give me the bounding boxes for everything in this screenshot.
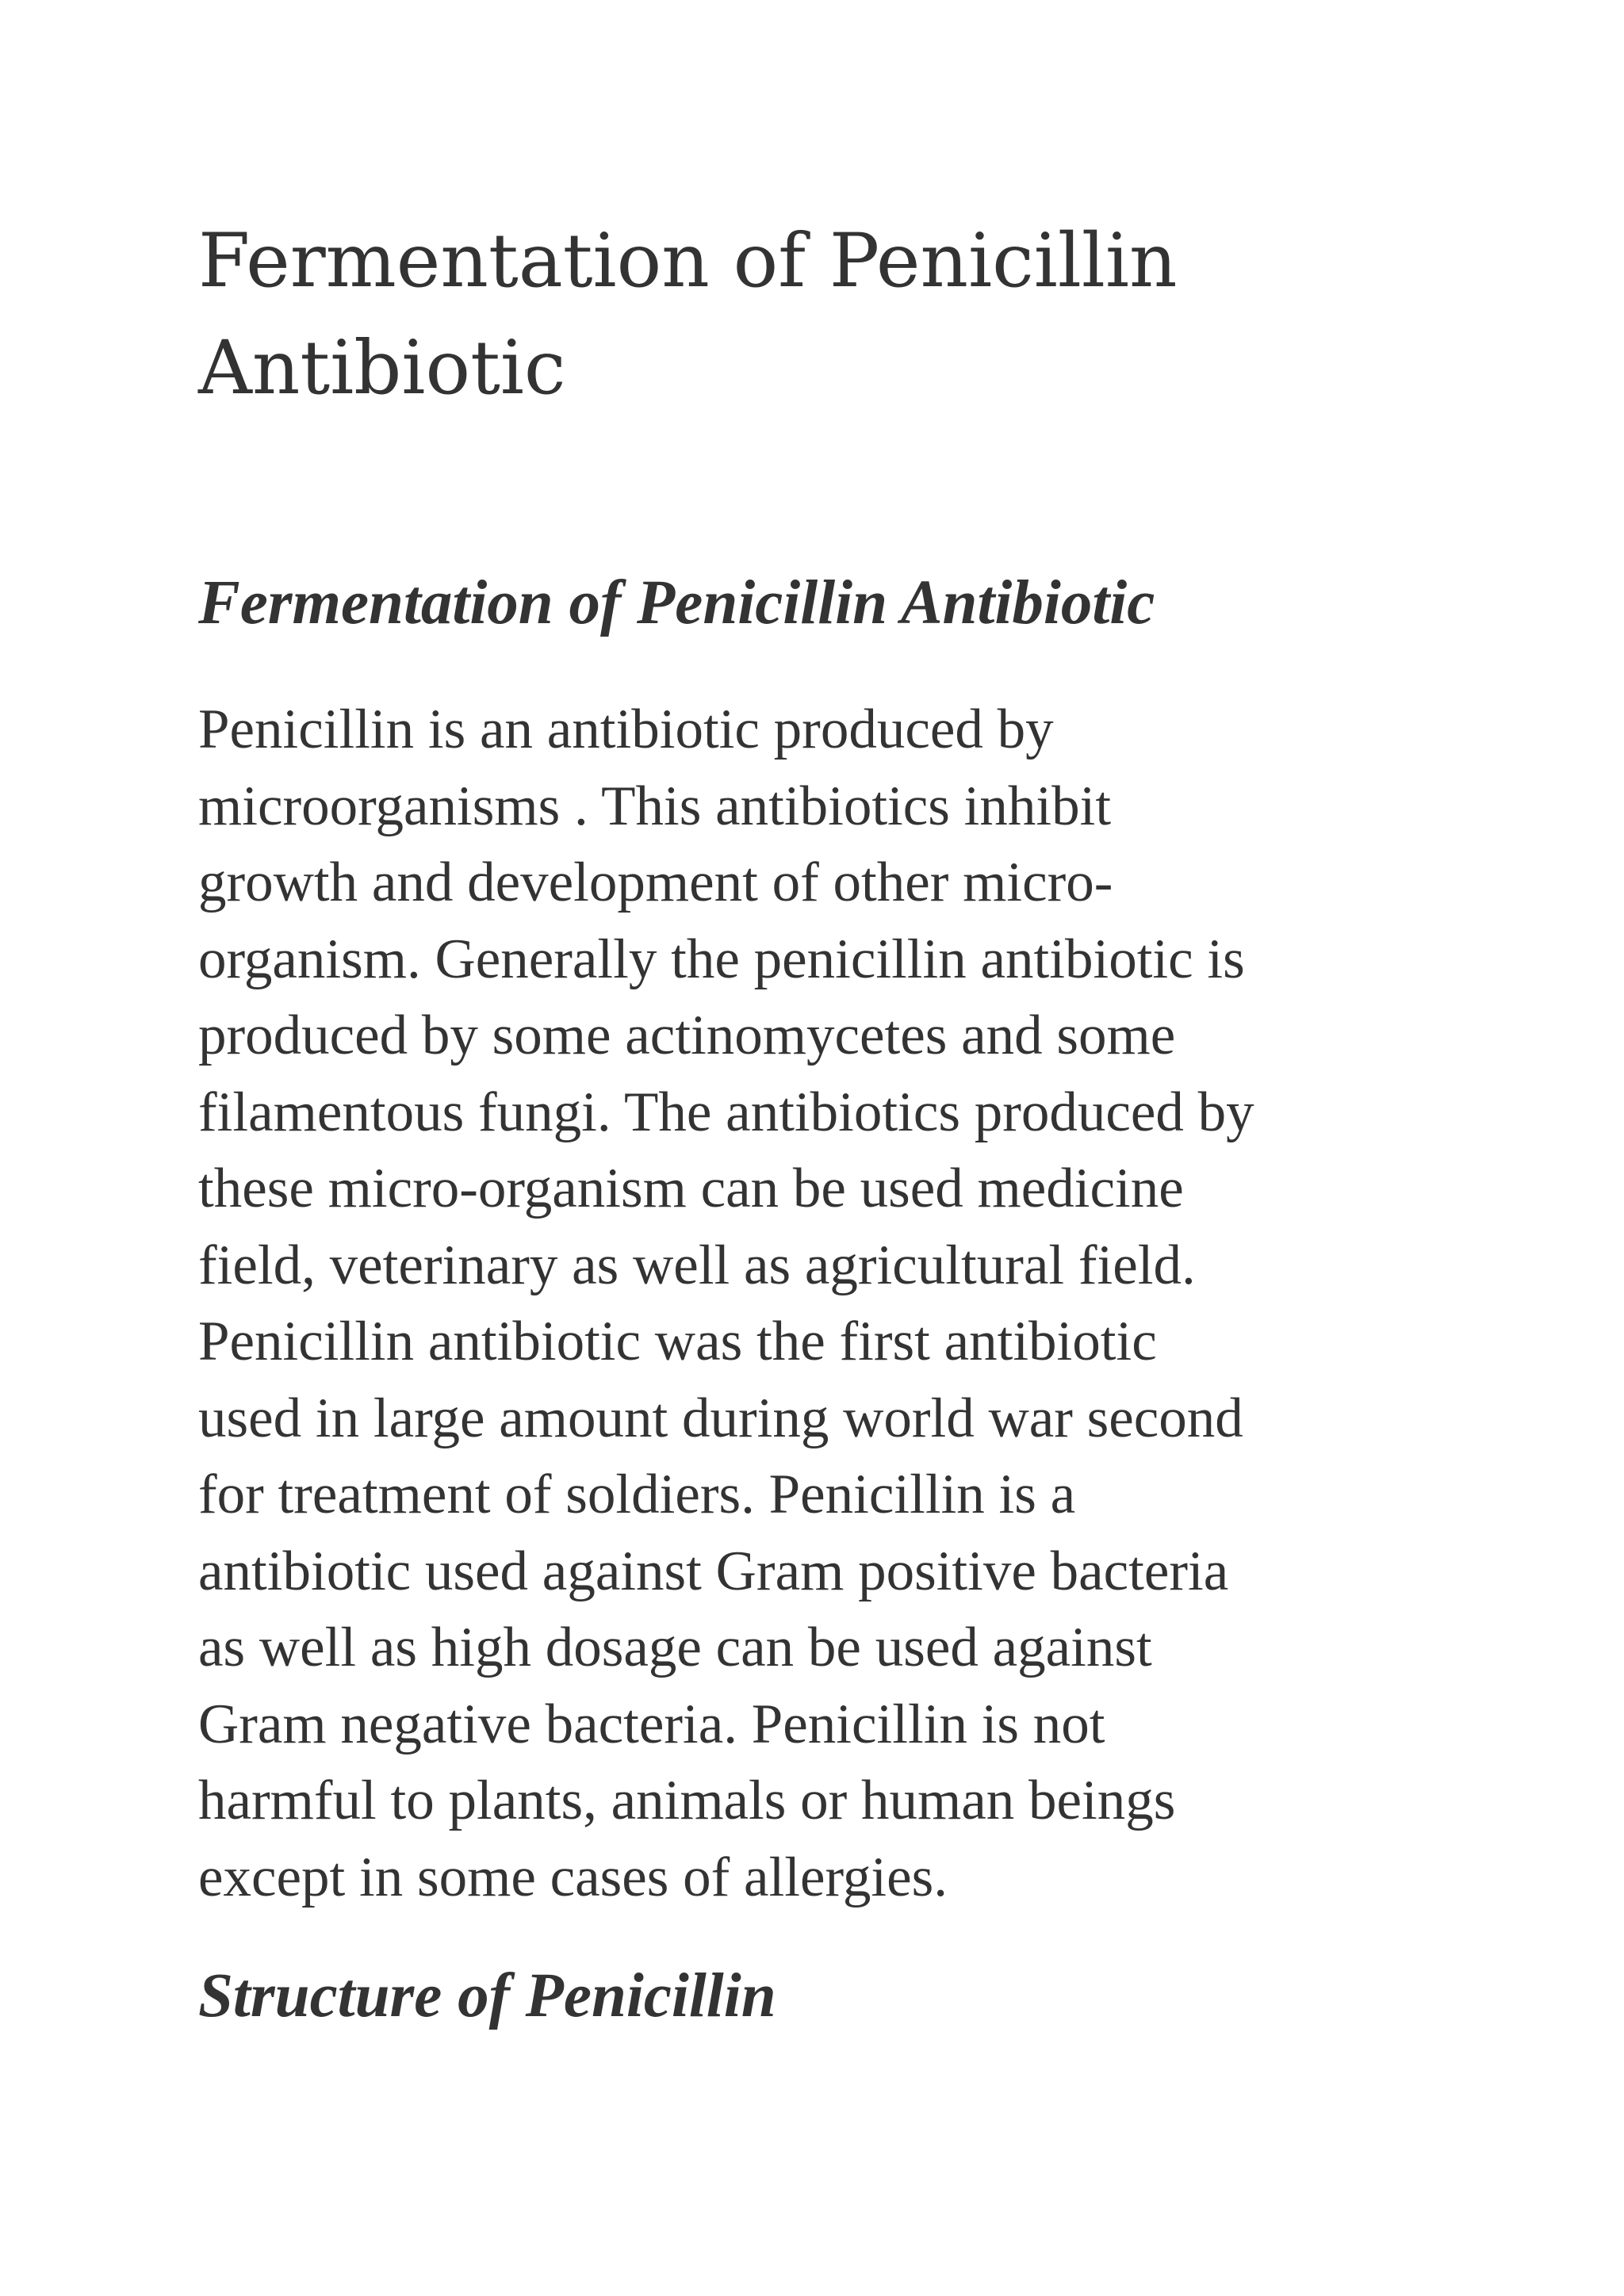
- paragraph-line: Penicillin antibiotic was the first antibiotic: [198, 1311, 1157, 1372]
- page-title: [198, 208, 1435, 422]
- paragraph-line: Gram negative bacteria. Penicillin is not: [198, 1693, 1105, 1755]
- paragraph-line: harmful to plants, animals or human beings: [198, 1770, 1176, 1831]
- paragraph-line: filamentous fungi. The antibiotics produced by: [198, 1081, 1254, 1143]
- paragraph-line: growth and development of other micro-: [198, 851, 1113, 913]
- page-title-line: Fermentation of Penicillin: [198, 218, 1178, 304]
- paragraph-line: antibiotic used against Gram positive bacteria: [198, 1540, 1229, 1602]
- paragraph-line: Penicillin is an antibiotic produced by: [198, 698, 1054, 760]
- paragraph-line: used in large amount during world war second: [198, 1387, 1243, 1449]
- page-title-line: Antibiotic: [198, 325, 566, 411]
- body-paragraph: [198, 691, 1546, 1915]
- paragraph-line: produced by some actinomycetes and some: [198, 1004, 1176, 1066]
- paragraph-line: these micro-organism can be used medicine: [198, 1158, 1184, 1219]
- section-heading-structure: Structure of Penicillin: [198, 1961, 776, 2030]
- section-heading-fermentation: Fermentation of Penicillin Antibiotic: [198, 568, 1155, 637]
- paragraph-line: except in some cases of allergies.: [198, 1846, 948, 1908]
- paragraph-line: as well as high dosage can be used against: [198, 1617, 1152, 1678]
- paragraph-line: field, veterinary as well as agricultural field.: [198, 1234, 1196, 1296]
- paragraph-line: organism. Generally the penicillin antibiotic is: [198, 928, 1245, 990]
- paragraph-line: for treatment of soldiers. Penicillin is a: [198, 1464, 1076, 1525]
- paragraph-line: microorganisms . This antibiotics inhibit: [198, 775, 1112, 837]
